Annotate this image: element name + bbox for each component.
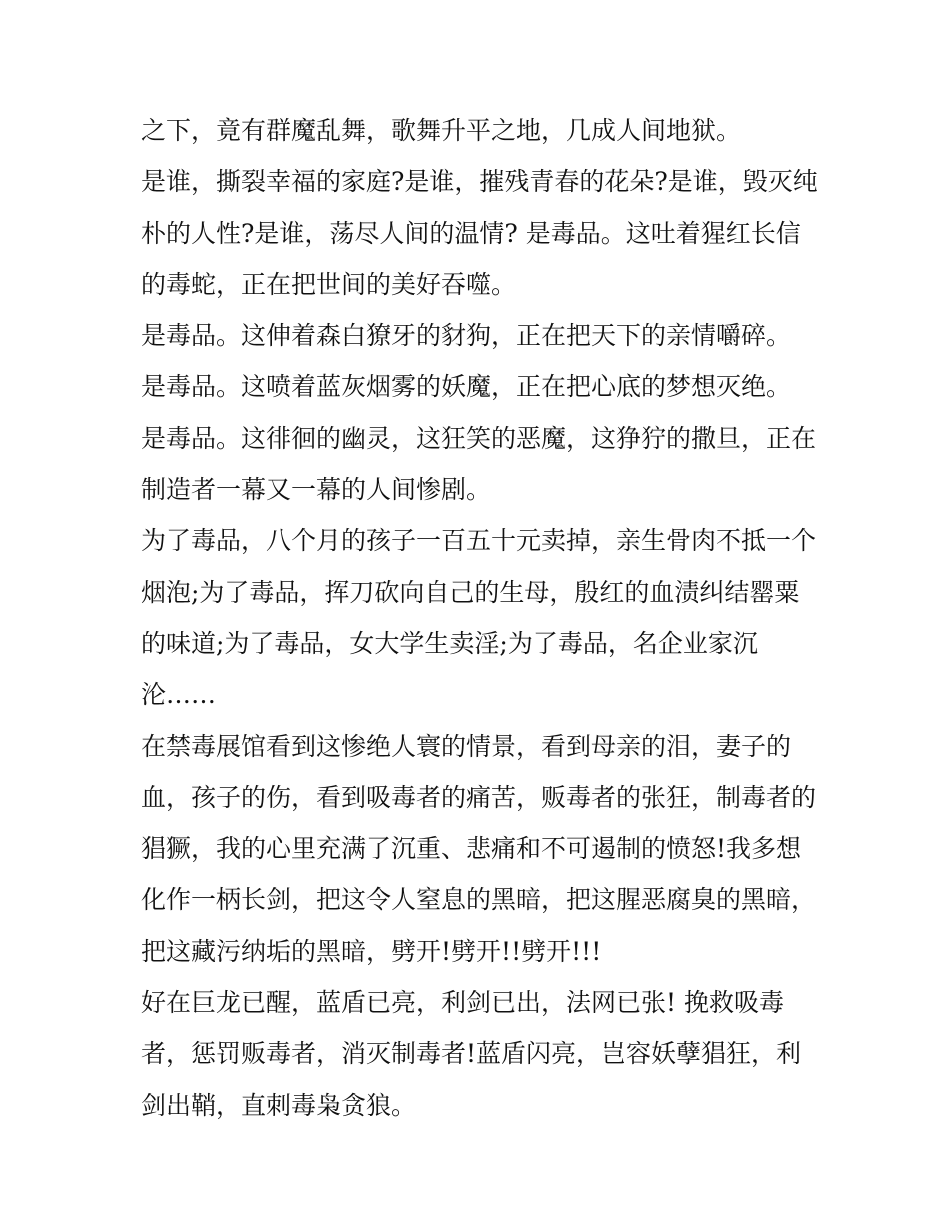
- text-line: 猖獗，我的心里充满了沉重、悲痛和不可遏制的愤怒!我多想: [141, 834, 802, 864]
- text-line: 朴的人性?是谁，荡尽人间的温情? 是毒品。这吐着猩红长信: [141, 218, 801, 248]
- text-line: 是毒品。这喷着蓝灰烟雾的妖魔，正在把心底的梦想灭绝。: [141, 372, 792, 402]
- text-line: 好在巨龙已醒，蓝盾已亮，利剑已出，法网已张! 挽救吸毒: [141, 988, 784, 1018]
- text-line: 是毒品。这徘徊的幽灵，这狂笑的恶魔，这狰狞的撒旦，正在: [141, 423, 817, 453]
- text-line: 为了毒品，八个月的孩子一百五十元卖掉，亲生骨肉不抵一个: [141, 526, 817, 556]
- text-line: 的毒蛇，正在把世间的美好吞噬。: [141, 269, 517, 299]
- text-line: 是谁，撕裂幸福的家庭?是谁，摧残青春的花朵?是谁，毁灭纯: [141, 167, 818, 197]
- text-line: 剑出鞘，直刺毒枭贪狼。: [141, 1090, 417, 1120]
- text-line: 化作一柄长剑，把这令人窒息的黑暗，把这腥恶腐臭的黑暗，: [141, 885, 817, 915]
- text-line: 的味道;为了毒品，女大学生卖淫;为了毒品，名企业家沉: [141, 628, 758, 658]
- text-line: 把这藏污纳垢的黑暗，劈开!劈开!!劈开!!!: [141, 936, 602, 966]
- text-line: 在禁毒展馆看到这惨绝人寰的情景，看到母亲的泪，妻子的: [141, 731, 792, 761]
- text-line: 血，孩子的伤，看到吸毒者的痛苦，贩毒者的张狂，制毒者的: [141, 782, 817, 812]
- text-line: 烟泡;为了毒品，挥刀砍向自己的生母，殷红的血渍纠结罂粟: [141, 577, 800, 607]
- text-line: 是毒品。这伸着森白獠牙的豺狗，正在把天下的亲情嚼碎。: [141, 321, 792, 351]
- text-line: 者，惩罚贩毒者，消灭制毒者!蓝盾闪亮，岂容妖孽猖狂，利: [141, 1039, 802, 1069]
- text-line: 之下，竟有群魔乱舞，歌舞升平之地，几成人间地狱。: [141, 116, 742, 145]
- body-text: [141, 105, 821, 1131]
- text-line: 沦……: [141, 680, 217, 710]
- text-line: 制造者一幕又一幕的人间惨剧。: [141, 475, 492, 505]
